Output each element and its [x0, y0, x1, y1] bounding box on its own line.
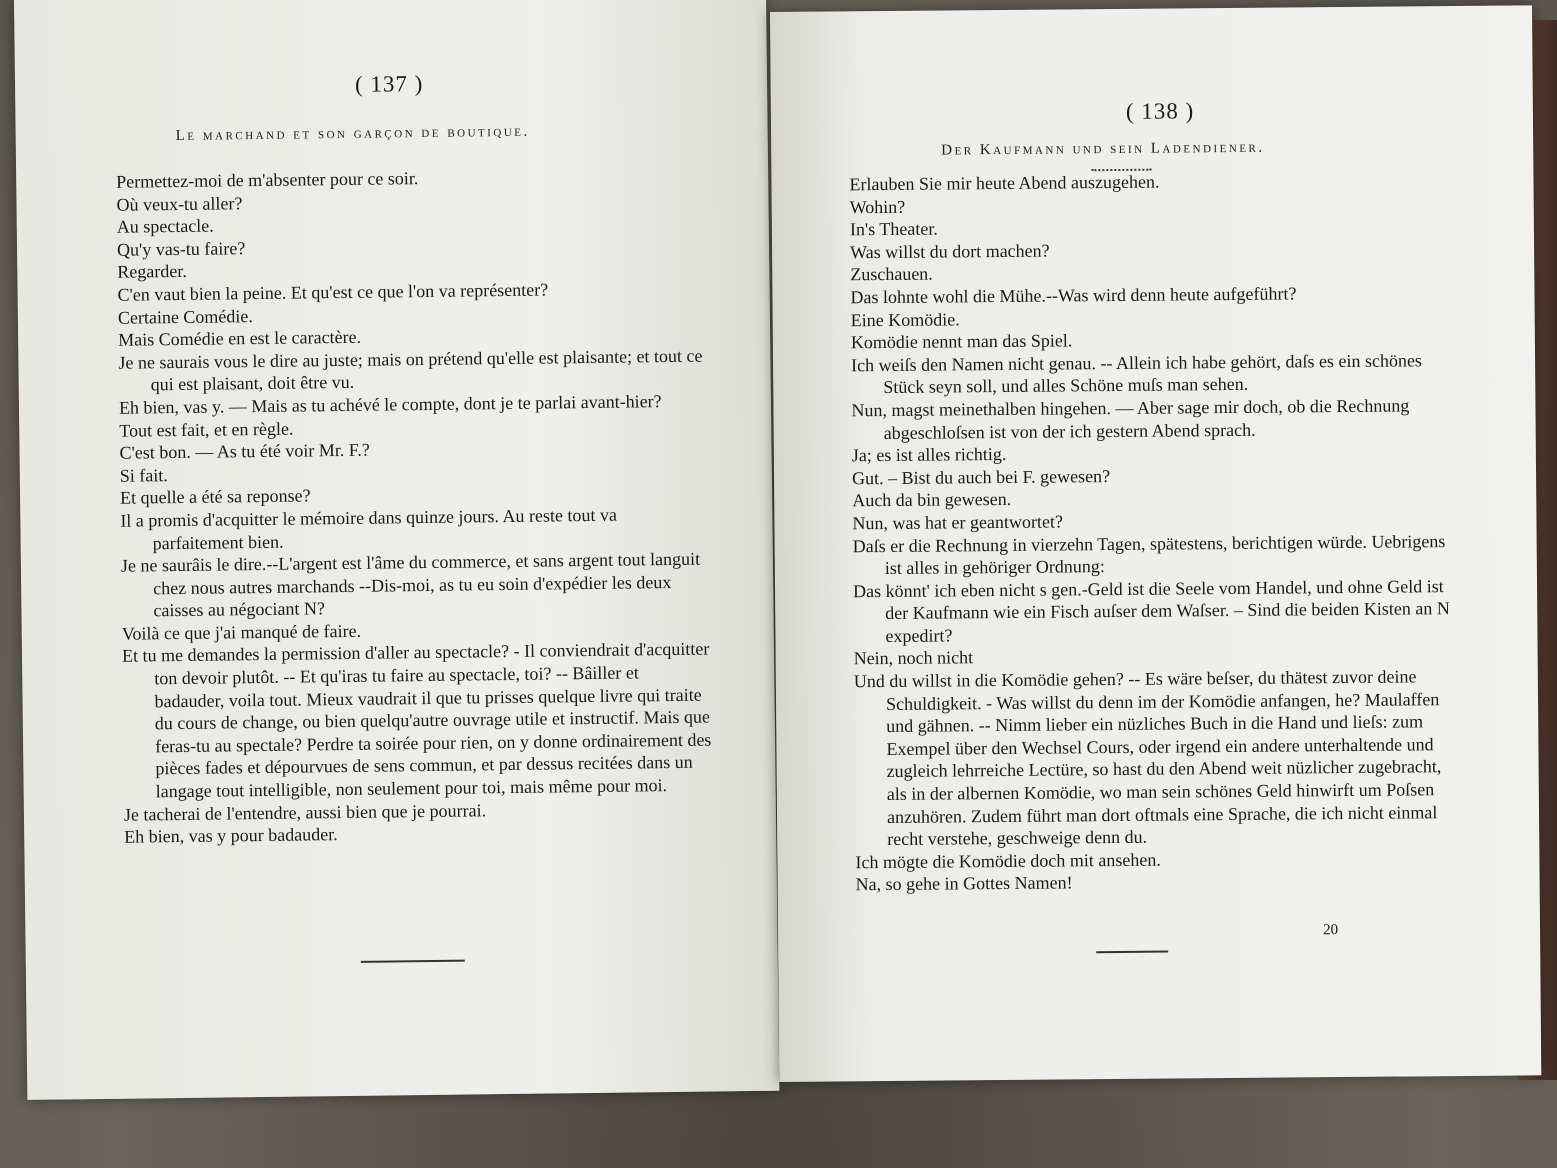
- dialogue-line: In's Theater.: [849, 218, 938, 240]
- dialogue-line: Gut. – Bist du auch bei F. gewesen?: [851, 465, 1111, 489]
- dialogue-line: Qu'y vas-tu faire?: [116, 237, 246, 260]
- page-heading: Le marchand et son garçon de boutique.: [175, 123, 530, 145]
- dialogue-line: Das lohnte wohl die Mühe.--Was wird denn heute aufgeführt?: [850, 283, 1297, 308]
- dialogue-line: Was willst du dort machen?: [850, 240, 1050, 263]
- end-rule: [1096, 951, 1168, 954]
- page-heading: Der Kaufmann und sein Ladendiener.: [941, 139, 1265, 159]
- dialogue-line: C'en vaut bien la peine. Et qu'est ce que l'on va représenter?: [117, 279, 549, 305]
- dialogue-line: Und du willst in die Komödie gehen? -- Es wäre beſser, du thätest zuvor deine Schuldigkeit. - Was willst du denn im der Komödie anfangen, he? Maulaffen und gähnen. -- Nimm lieber ein nüzliches Buch in die Hand und lieſs: zum Exempel über den Wechsel Cours, oder irgend ein andere unterhaltende und zugleich lehrreiche Lectüre, so hast du den Abend weit nüzlicher zugebracht, als in der albernen Komödie, wo man sein schönes Geld hinwirft um Poſsen anzuhören. Zudem führt man dort oftmals eine Sprache, die ich nicht einmal recht verstehe, geschweige denn du.: [853, 666, 1442, 850]
- dialogue-line: Eine Komödie.: [850, 308, 960, 330]
- dialogue-line: Auch da bin gewesen.: [852, 489, 1012, 511]
- dialogue-line: Nein, noch nicht: [853, 647, 974, 669]
- dialogue-line: Wohin?: [849, 196, 906, 217]
- dialogue-line: Zuschauen.: [850, 263, 933, 285]
- dialogue-line: Si fait.: [119, 464, 168, 486]
- dialogue-line: Et quelle a été sa reponse?: [119, 485, 311, 509]
- dialogue-line: Nun, magst meinethalben hingehen. — Aber sage mir doch, ob die Rechnung abgeschloſsen ist von der ich gestern Abend sprach.: [851, 395, 1410, 443]
- dialogue-line: Tout est fait, et en règle.: [119, 418, 294, 441]
- dialogue-line: Na, so gehe in Gottes Namen!: [855, 872, 1073, 895]
- page-number: ( 137 ): [354, 71, 424, 97]
- dialogue-line: Je ne saurais vous le dire au juste; mais on prétend qu'elle est plaisante; et tout ce qui est plaisant, doit être vu.: [118, 345, 703, 395]
- signature-mark: 20: [1322, 922, 1339, 939]
- dialogue-line: Erlauben Sie mir heute Abend auszugehen.: [849, 171, 1160, 195]
- dialogue-line: Permettez-moi de m'absenter pour ce soir.: [116, 168, 419, 192]
- dialogue-line: Regarder.: [117, 261, 187, 283]
- dialogue-line: C'est bon. — As tu été voir Mr. F.?: [119, 439, 370, 463]
- dialogue-line: Certaine Comédie.: [117, 305, 253, 328]
- dialogue-line: Eh bien, vas y pour badauder.: [124, 824, 338, 847]
- page-number: ( 138 ): [1125, 98, 1195, 124]
- right-page: [770, 5, 1541, 1082]
- dialogue-line: Et tu me demandes la permission d'aller au spectacle? - Il conviendrait d'acquitter ton devoir plutôt. -- Et qu'iras tu faire au spectacle, toi? -- Bâiller et badauder, voila tout. Mieux vaudrait il que tu prisses quelque livre qui traite du cours de change, ou bien quelqu'autre ouvrage utile et instructif. Mais que feras-tu au spectale? Perdre ta soirée pour rien, on y donne ordinairement des pièces fades et dépourvues de sens commun, et par dessus recitées dans un langage tout intelligible, non seulement pour toi, mais même pour moi.: [121, 639, 712, 802]
- dialogue-line: Ich mögte die Komödie doch mit ansehen.: [855, 849, 1161, 873]
- dialogue-line: Il a promis d'acquitter le mémoire dans quinze jours. Au reste tout va parfaitement bien.: [120, 504, 618, 553]
- dialogue-line: Daſs er die Rechnung in vierzehn Tagen, spätestens, berichtigen würde. Uebrigens ist alles in gehöriger Ordnung:: [852, 530, 1446, 579]
- dialogue-line: Voilà ce que j'ai manqué de faire.: [121, 620, 362, 644]
- dialogue-line: Je tacherai de l'entendre, aussi bien que je pourrai.: [123, 799, 487, 825]
- dialogue-line: Où veux-tu aller?: [116, 192, 243, 215]
- dialogue-text: [116, 164, 714, 849]
- dialogue-line: Eh bien, vas y. — Mais as tu achévé le compte, dont je te parlai avant-hier?: [118, 391, 662, 418]
- end-rule: [361, 960, 465, 963]
- dialogue-line: Das könnt' ich eben nicht s gen.-Geld ist die Seele vom Handel, und ohne Geld ist der Kaufmann wie ein Fisch auſser dem Waſser. – Sind die beiden Kisten an N expedirt?: [852, 575, 1450, 646]
- dialogue-line: Komödie nennt man das Spiel.: [850, 330, 1073, 353]
- dialogue-line: Mais Comédie en est le caractère.: [118, 326, 362, 350]
- dialogue-line: Nun, was hat er geantwortet?: [852, 511, 1063, 534]
- dialogue-text: [849, 168, 1455, 896]
- dialogue-line: Ich weiſs den Namen nicht genau. -- Allein ich habe gehört, daſs es ein schönes Stück seyn soll, und alles Schöne muſs man sehen.: [850, 350, 1422, 398]
- dialogue-line: Ja; es ist alles richtig.: [851, 444, 1007, 466]
- left-page: [14, 0, 779, 1100]
- dialogue-line: Je ne saurâis le dire.--L'argent est l'âme du commerce, et sans argent tout languit chez nous autres marchands --Dis-moi, as tu eu soin d'expédier les deux caisses au négociant N?: [120, 548, 701, 621]
- dialogue-line: Au spectacle.: [116, 215, 214, 237]
